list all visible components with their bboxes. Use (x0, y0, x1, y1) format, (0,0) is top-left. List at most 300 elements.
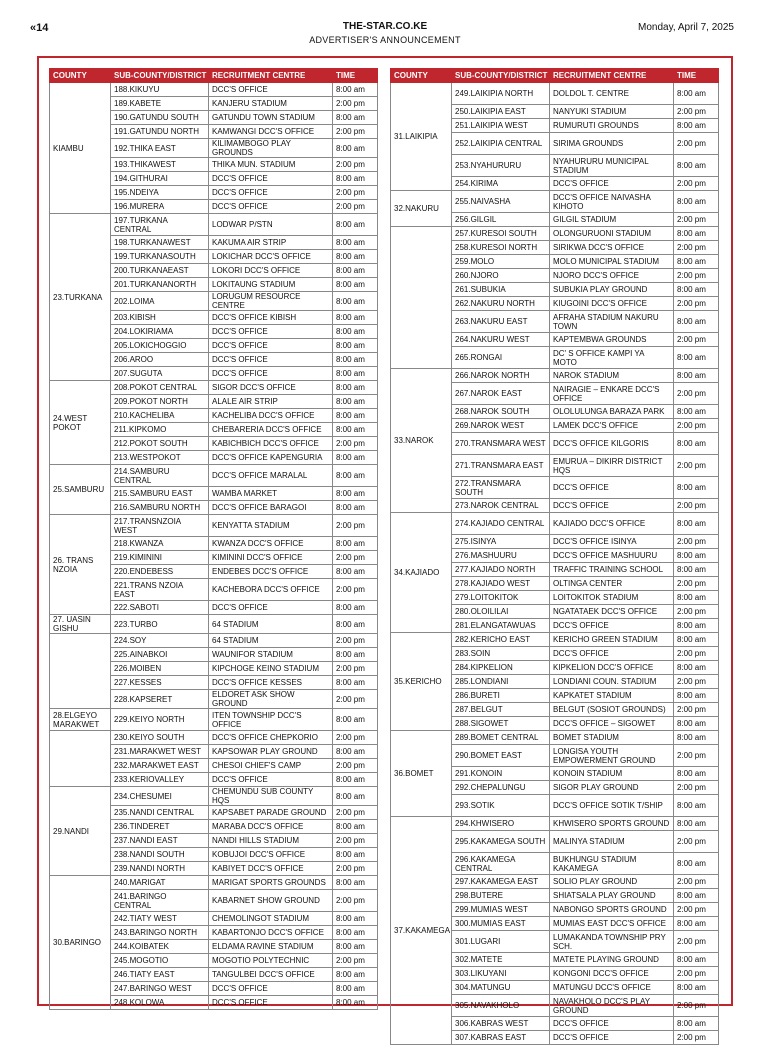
publication-name: THE-STAR.CO.KE (342, 21, 428, 32)
sub-county-cell: 190.GATUNDU SOUTH (111, 111, 209, 125)
sub-county-cell: 218.KWANZA (111, 537, 209, 551)
county-cell: 37.KAKAMEGA (391, 817, 452, 1045)
sub-county-cell: 247.BARINGO WEST (111, 982, 209, 996)
recruitment-centre-cell: DCC'S OFFICE (209, 982, 333, 996)
recruitment-centre-cell: NANYUKI STADIUM (550, 105, 674, 119)
recruitment-centre-cell: NGATATAEK DCC'S OFFICE (550, 605, 674, 619)
time-cell: 8:00 am (333, 292, 378, 311)
sub-county-cell: 283.SOIN (452, 647, 550, 661)
time-cell: 8:00 am (674, 717, 719, 731)
time-cell: 2:00 pm (333, 200, 378, 214)
sub-county-cell: 263.NAKURU EAST (452, 311, 550, 333)
sub-county-cell: 203.KIBISH (111, 311, 209, 325)
county-cell: 29.NANDI (50, 787, 111, 876)
issue-date: Monday, April 7, 2025 (638, 22, 734, 33)
time-cell: 2:00 pm (674, 995, 719, 1017)
recruitment-centre-cell: KAPSABET PARADE GROUND (209, 806, 333, 820)
time-cell: 2:00 pm (674, 213, 719, 227)
time-cell: 2:00 pm (333, 690, 378, 709)
time-cell: 2:00 pm (674, 419, 719, 433)
recruitment-centre-cell: NAIRAGIE – ENKARE DCC'S OFFICE (550, 383, 674, 405)
recruitment-table-left (49, 68, 378, 1010)
recruitment-centre-cell: SIGOR PLAY GROUND (550, 781, 674, 795)
time-cell: 2:00 pm (674, 745, 719, 767)
time-cell: 8:00 am (333, 968, 378, 982)
sub-county-cell: 215.SAMBURU EAST (111, 487, 209, 501)
sub-county-cell: 225.AINABKOI (111, 648, 209, 662)
recruitment-centre-cell: KAPTEMBWA GROUNDS (550, 333, 674, 347)
time-cell: 2:00 pm (674, 903, 719, 917)
recruitment-centre-cell: MOLO MUNICIPAL STADIUM (550, 255, 674, 269)
recruitment-centre-cell: SHIATSALA PLAY GROUND (550, 889, 674, 903)
time-cell: 8:00 am (674, 1017, 719, 1031)
recruitment-centre-cell: KAJIADO DCC'S OFFICE (550, 513, 674, 535)
recruitment-centre-cell: LOKICHAR DCC'S OFFICE (209, 250, 333, 264)
sub-county-cell: 239.NANDI NORTH (111, 862, 209, 876)
sub-county-cell: 289.BOMET CENTRAL (452, 731, 550, 745)
time-cell: 2:00 pm (674, 177, 719, 191)
sub-county-cell: 212.POKOT SOUTH (111, 437, 209, 451)
time-cell: 8:00 am (333, 423, 378, 437)
sub-county-cell: 195.NDEIYA (111, 186, 209, 200)
time-cell: 8:00 am (333, 773, 378, 787)
recruitment-centre-cell: DCC'S OFFICE KILGORIS (550, 433, 674, 455)
sub-county-cell: 306.KABRAS WEST (452, 1017, 550, 1031)
time-cell: 8:00 am (674, 311, 719, 333)
recruitment-centre-cell: KABARNET SHOW GROUND (209, 890, 333, 912)
sub-county-cell: 298.BUTERE (452, 889, 550, 903)
table-row (391, 191, 719, 213)
table-row (50, 709, 378, 731)
recruitment-centre-cell: DCC'S OFFICE (550, 619, 674, 633)
table-row (50, 634, 378, 648)
time-cell: 2:00 pm (674, 647, 719, 661)
sub-county-cell: 227.KESSES (111, 676, 209, 690)
recruitment-centre-cell: LAMEK DCC'S OFFICE (550, 419, 674, 433)
recruitment-centre-cell: DCC'S OFFICE (209, 367, 333, 381)
recruitment-centre-cell: DCC'S OFFICE (550, 499, 674, 513)
recruitment-centre-cell: DCC'S OFFICE (209, 186, 333, 200)
recruitment-centre-cell: KAPSOWAR PLAY GROUND (209, 745, 333, 759)
recruitment-centre-cell: KERICHO GREEN STADIUM (550, 633, 674, 647)
sub-county-cell: 243.BARINGO NORTH (111, 926, 209, 940)
table-row (50, 876, 378, 890)
time-cell: 8:00 am (333, 264, 378, 278)
recruitment-centre-cell: BELGUT (SOSIOT GROUNDS) (550, 703, 674, 717)
table-row (391, 369, 719, 383)
time-cell: 2:00 pm (674, 931, 719, 953)
sub-county-cell: 229.KEIYO NORTH (111, 709, 209, 731)
header-time: TIME (674, 69, 719, 83)
table-row (50, 83, 378, 97)
recruitment-centre-cell: TRAFFIC TRAINING SCHOOL (550, 563, 674, 577)
sub-county-cell: 198.TURKANAWEST (111, 236, 209, 250)
recruitment-centre-cell: ITEN TOWNSHIP DCC'S OFFICE (209, 709, 333, 731)
sub-county-cell: 294.KHWISERO (452, 817, 550, 831)
recruitment-centre-cell: MOGOTIO POLYTECHNIC (209, 954, 333, 968)
sub-county-cell: 237.NANDI EAST (111, 834, 209, 848)
recruitment-centre-cell: DCC'S OFFICE (209, 601, 333, 615)
time-cell: 8:00 am (674, 369, 719, 383)
sub-county-cell: 302.MATETE (452, 953, 550, 967)
time-cell: 8:00 am (333, 876, 378, 890)
sub-county-cell: 217.TRANSNZOIA WEST (111, 515, 209, 537)
recruitment-centre-cell: SIRIMA GROUNDS (550, 133, 674, 155)
sub-county-cell: 287.BELGUT (452, 703, 550, 717)
recruitment-centre-cell: WAUNIFOR STADIUM (209, 648, 333, 662)
recruitment-centre-cell: KWANZA DCC'S OFFICE (209, 537, 333, 551)
recruitment-centre-cell: DCC'S OFFICE (209, 83, 333, 97)
time-cell: 8:00 am (333, 353, 378, 367)
time-cell: 8:00 am (674, 155, 719, 177)
recruitment-centre-cell: DCC'S OFFICE – SIGOWET (550, 717, 674, 731)
recruitment-centre-cell: LOITOKITOK STADIUM (550, 591, 674, 605)
sub-county-cell: 295.KAKAMEGA SOUTH (452, 831, 550, 853)
time-cell: 8:00 am (674, 795, 719, 817)
time-cell: 8:00 am (333, 745, 378, 759)
county-cell: 35.KERICHO (391, 633, 452, 731)
recruitment-centre-cell: 64 STADIUM (209, 615, 333, 634)
recruitment-centre-cell: KONOIN STADIUM (550, 767, 674, 781)
sub-county-cell: 269.NAROK WEST (452, 419, 550, 433)
recruitment-centre-cell: DOLDOL T. CENTRE (550, 83, 674, 105)
sub-county-cell: 279.LOITOKITOK (452, 591, 550, 605)
recruitment-centre-cell: KILIMAMBOGO PLAY GROUNDS (209, 139, 333, 158)
sub-county-cell: 244.KOIBATEK (111, 940, 209, 954)
time-cell: 2:00 pm (333, 662, 378, 676)
sub-county-cell: 188.KIKUYU (111, 83, 209, 97)
header-recruitment-centre: RECRUITMENT CENTRE (209, 69, 333, 83)
recruitment-centre-cell: KONGONI DCC'S OFFICE (550, 967, 674, 981)
sub-county-cell: 285.LONDIANI (452, 675, 550, 689)
sub-county-cell: 251.LAIKIPIA WEST (452, 119, 550, 133)
time-cell: 8:00 am (333, 709, 378, 731)
recruitment-centre-cell: ELDORET ASK SHOW GROUND (209, 690, 333, 709)
recruitment-centre-cell: KABIYET DCC'S OFFICE (209, 862, 333, 876)
sub-county-cell: 262.NAKURU NORTH (452, 297, 550, 311)
recruitment-centre-cell: KOBUJOI DCC'S OFFICE (209, 848, 333, 862)
time-cell: 8:00 am (333, 339, 378, 353)
time-cell: 8:00 am (333, 395, 378, 409)
county-cell: 36.BOMET (391, 731, 452, 817)
sub-county-cell: 189.KABETE (111, 97, 209, 111)
sub-county-cell: 297.KAKAMEGA EAST (452, 875, 550, 889)
sub-county-cell: 245.MOGOTIO (111, 954, 209, 968)
sub-county-cell: 253.NYAHURURU (452, 155, 550, 177)
recruitment-centre-cell: DCC'S OFFICE (209, 996, 333, 1010)
time-cell: 8:00 am (674, 119, 719, 133)
sub-county-cell: 261.SUBUKIA (452, 283, 550, 297)
time-cell: 8:00 am (333, 940, 378, 954)
sub-county-cell: 220.ENDEBESS (111, 565, 209, 579)
sub-county-cell: 201.TURKANANORTH (111, 278, 209, 292)
sub-county-cell: 222.SABOTI (111, 601, 209, 615)
sub-county-cell: 211.KIPKOMO (111, 423, 209, 437)
sub-county-cell: 234.CHESUMEI (111, 787, 209, 806)
recruitment-centre-cell: NABONGO SPORTS GROUND (550, 903, 674, 917)
sub-county-cell: 209.POKOT NORTH (111, 395, 209, 409)
sub-county-cell: 204.LOKIRIAMA (111, 325, 209, 339)
time-cell: 8:00 am (674, 513, 719, 535)
sub-county-cell: 205.LOKICHOGGIO (111, 339, 209, 353)
time-cell: 8:00 am (333, 926, 378, 940)
time-cell: 2:00 pm (674, 605, 719, 619)
recruitment-centre-cell: KAPKATET STADIUM (550, 689, 674, 703)
table-row (391, 731, 719, 745)
sub-county-cell: 275.ISINYA (452, 535, 550, 549)
county-cell: 31.LAIKIPIA (391, 83, 452, 191)
time-cell: 8:00 am (674, 731, 719, 745)
time-cell: 8:00 am (333, 381, 378, 395)
recruitment-centre-cell: CHEMOLINGOT STADIUM (209, 912, 333, 926)
recruitment-centre-cell: BUKHUNGU STADIUM KAKAMEGA (550, 853, 674, 875)
table-row (50, 515, 378, 537)
sub-county-cell: 257.KURESOI SOUTH (452, 227, 550, 241)
time-cell: 2:00 pm (674, 269, 719, 283)
header-county: COUNTY (50, 69, 111, 83)
recruitment-centre-cell: DCC'S OFFICE (209, 325, 333, 339)
time-cell: 8:00 am (333, 501, 378, 515)
recruitment-centre-cell: DCC'S OFFICE MARALAL (209, 465, 333, 487)
recruitment-centre-cell: DCC'S OFFICE (550, 647, 674, 661)
sub-county-cell: 256.GILGIL (452, 213, 550, 227)
time-cell: 8:00 am (333, 787, 378, 806)
recruitment-centre-cell: MALINYA STADIUM (550, 831, 674, 853)
time-cell: 2:00 pm (674, 967, 719, 981)
sub-county-cell: 236.TINDERET (111, 820, 209, 834)
recruitment-centre-cell: DCC'S OFFICE SOTIK T/SHIP (550, 795, 674, 817)
recruitment-centre-cell: ALALE AIR STRIP (209, 395, 333, 409)
header-sub-county: SUB-COUNTY/DISTRICT (111, 69, 209, 83)
sub-county-cell: 208.POKOT CENTRAL (111, 381, 209, 395)
sub-county-cell: 230.KEIYO SOUTH (111, 731, 209, 745)
sub-county-cell: 260.NJORO (452, 269, 550, 283)
time-cell: 8:00 am (674, 661, 719, 675)
sub-county-cell: 274.KAJIADO CENTRAL (452, 513, 550, 535)
time-cell: 8:00 am (333, 565, 378, 579)
sub-county-cell: 268.NAROK SOUTH (452, 405, 550, 419)
county-cell: 27. UASIN GISHU (50, 615, 111, 634)
county-cell: 34.KAJIADO (391, 513, 452, 633)
table-row (50, 731, 378, 745)
time-cell: 8:00 am (333, 278, 378, 292)
sub-county-cell: 219.KIMININI (111, 551, 209, 565)
recruitment-centre-cell: KIMININI DCC'S OFFICE (209, 551, 333, 565)
time-cell: 2:00 pm (674, 383, 719, 405)
sub-county-cell: 267.NAROK EAST (452, 383, 550, 405)
header-county: COUNTY (391, 69, 452, 83)
recruitment-centre-cell: NAVAKHOLO DCC'S PLAY GROUND (550, 995, 674, 1017)
sub-county-cell: 296.KAKAMEGA CENTRAL (452, 853, 550, 875)
time-cell: 8:00 am (674, 689, 719, 703)
sub-county-cell: 250.LAIKIPIA EAST (452, 105, 550, 119)
time-cell: 2:00 pm (333, 634, 378, 648)
time-cell: 8:00 am (333, 214, 378, 236)
time-cell: 8:00 am (674, 917, 719, 931)
time-cell: 2:00 pm (674, 499, 719, 513)
county-cell: 24.WEST POKOT (50, 381, 111, 465)
table-row (50, 465, 378, 487)
recruitment-centre-cell: KABARTONJO DCC'S OFFICE (209, 926, 333, 940)
sub-county-cell: 288.SIGOWET (452, 717, 550, 731)
time-cell: 8:00 am (333, 250, 378, 264)
time-cell: 8:00 am (333, 676, 378, 690)
recruitment-centre-cell: OLOLULUNGA BARAZA PARK (550, 405, 674, 419)
recruitment-centre-cell: MARIGAT SPORTS GROUNDS (209, 876, 333, 890)
sub-county-cell: 290.BOMET EAST (452, 745, 550, 767)
time-cell: 2:00 pm (333, 954, 378, 968)
sub-county-cell: 265.RONGAI (452, 347, 550, 369)
time-cell: 2:00 pm (333, 862, 378, 876)
table-row (391, 513, 719, 535)
sub-county-cell: 202.LOIMA (111, 292, 209, 311)
sub-county-cell: 299.MUMIAS WEST (452, 903, 550, 917)
time-cell: 8:00 am (333, 311, 378, 325)
time-cell: 8:00 am (333, 820, 378, 834)
time-cell: 8:00 am (674, 191, 719, 213)
sub-county-cell: 216.SAMBURU NORTH (111, 501, 209, 515)
recruitment-centre-cell: SIGOR DCC'S OFFICE (209, 381, 333, 395)
sub-county-cell: 233.KERIOVALLEY (111, 773, 209, 787)
recruitment-centre-cell: KHWISERO SPORTS GROUND (550, 817, 674, 831)
recruitment-centre-cell: EMURUA – DIKIRR DISTRICT HQS (550, 455, 674, 477)
county-cell: 28.ELGEYO MARAKWET (50, 709, 111, 731)
recruitment-centre-cell: ENDEBES DCC'S OFFICE (209, 565, 333, 579)
time-cell: 8:00 am (333, 172, 378, 186)
recruitment-centre-cell: GILGIL STADIUM (550, 213, 674, 227)
time-cell: 2:00 pm (333, 759, 378, 773)
table-header-row (50, 69, 378, 83)
sub-county-cell: 228.KAPSERET (111, 690, 209, 709)
sub-county-cell: 258.KURESOI NORTH (452, 241, 550, 255)
recruitment-centre-cell: DCC'S OFFICE (209, 172, 333, 186)
county-cell: KIAMBU (50, 83, 111, 214)
sub-county-cell: 292.CHEPALUNGU (452, 781, 550, 795)
sub-county-cell: 249.LAIKIPIA NORTH (452, 83, 550, 105)
sub-county-cell: 281.ELANGATAWUAS (452, 619, 550, 633)
time-cell: 8:00 am (333, 615, 378, 634)
time-cell: 8:00 am (333, 325, 378, 339)
recruitment-table-right (390, 68, 719, 1045)
county-cell: 26. TRANS NZOIA (50, 515, 111, 615)
recruitment-centre-cell: KENYATTA STADIUM (209, 515, 333, 537)
sub-county-cell: 277.KAJIADO NORTH (452, 563, 550, 577)
sub-county-cell: 199.TURKANASOUTH (111, 250, 209, 264)
sub-county-cell: 286.BURETI (452, 689, 550, 703)
recruitment-centre-cell: LORUGUM RESOURCE CENTRE (209, 292, 333, 311)
time-cell: 8:00 am (674, 889, 719, 903)
recruitment-centre-cell: NANDI HILLS STADIUM (209, 834, 333, 848)
time-cell: 8:00 am (333, 367, 378, 381)
sub-county-cell: 226.MOIBEN (111, 662, 209, 676)
time-cell: 8:00 am (674, 953, 719, 967)
time-cell: 8:00 am (333, 487, 378, 501)
recruitment-centre-cell: ELDAMA RAVINE STADIUM (209, 940, 333, 954)
sub-county-cell: 231.MARAKWET WEST (111, 745, 209, 759)
recruitment-centre-cell: OLONGURUONI STADIUM (550, 227, 674, 241)
recruitment-centre-cell: CHEBARERIA DCC'S OFFICE (209, 423, 333, 437)
time-cell: 2:00 pm (333, 515, 378, 537)
county-cell (50, 731, 111, 787)
sub-county-cell: 303.LIKUYANI (452, 967, 550, 981)
recruitment-centre-cell: DCC'S OFFICE NAIVASHA KIHOTO (550, 191, 674, 213)
sub-county-cell: 193.THIKAWEST (111, 158, 209, 172)
time-cell: 8:00 am (674, 227, 719, 241)
time-cell: 2:00 pm (674, 241, 719, 255)
time-cell: 8:00 am (333, 409, 378, 423)
header-time: TIME (333, 69, 378, 83)
sub-county-cell: 248.KOLOWA (111, 996, 209, 1010)
time-cell: 2:00 pm (674, 831, 719, 853)
time-cell: 2:00 pm (674, 333, 719, 347)
time-cell: 8:00 am (674, 817, 719, 831)
time-cell: 2:00 pm (333, 731, 378, 745)
recruitment-centre-cell: SUBUKIA PLAY GROUND (550, 283, 674, 297)
table-row (50, 381, 378, 395)
time-cell: 8:00 am (333, 996, 378, 1010)
recruitment-centre-cell: KAKUMA AIR STRIP (209, 236, 333, 250)
sub-county-cell: 241.BARINGO CENTRAL (111, 890, 209, 912)
county-cell: 23.TURKANA (50, 214, 111, 381)
recruitment-centre-cell: LOKITAUNG STADIUM (209, 278, 333, 292)
time-cell: 8:00 am (333, 465, 378, 487)
recruitment-centre-cell: DCC'S OFFICE ISINYA (550, 535, 674, 549)
sub-county-cell: 240.MARIGAT (111, 876, 209, 890)
sub-county-cell: 272.TRANSMARA SOUTH (452, 477, 550, 499)
time-cell: 8:00 am (333, 83, 378, 97)
time-cell: 8:00 am (674, 981, 719, 995)
recruitment-centre-cell: LONDIANI COUN. STADIUM (550, 675, 674, 689)
recruitment-centre-cell: CHEMUNDU SUB COUNTY HQS (209, 787, 333, 806)
recruitment-centre-cell: MUMIAS EAST DCC'S OFFICE (550, 917, 674, 931)
sub-county-cell: 305.NAVAKHOLO (452, 995, 550, 1017)
recruitment-centre-cell: KIUGOINI DCC'S OFFICE (550, 297, 674, 311)
recruitment-centre-cell: BOMET STADIUM (550, 731, 674, 745)
recruitment-centre-cell: DCC'S OFFICE (550, 477, 674, 499)
sub-county-cell: 224.SOY (111, 634, 209, 648)
sub-county-cell: 192.THIKA EAST (111, 139, 209, 158)
sub-county-cell: 282.KERICHO EAST (452, 633, 550, 647)
time-cell: 8:00 am (333, 111, 378, 125)
sub-county-cell: 221.TRANS NZOIA EAST (111, 579, 209, 601)
recruitment-centre-cell: MATUNGU DCC'S OFFICE (550, 981, 674, 995)
sub-county-cell: 206.AROO (111, 353, 209, 367)
table-row (391, 227, 719, 241)
sub-county-cell: 293.SOTIK (452, 795, 550, 817)
sub-county-cell: 242.TIATY WEST (111, 912, 209, 926)
time-cell: 8:00 am (674, 83, 719, 105)
sub-county-cell: 307.KABRAS EAST (452, 1031, 550, 1045)
time-cell: 2:00 pm (674, 1031, 719, 1045)
time-cell: 8:00 am (333, 601, 378, 615)
sub-county-cell: 246.TIATY EAST (111, 968, 209, 982)
table-header-row (391, 69, 719, 83)
sub-county-cell: 200.TURKANAEAST (111, 264, 209, 278)
sub-county-cell: 270.TRANSMARA WEST (452, 433, 550, 455)
time-cell: 2:00 pm (674, 577, 719, 591)
sub-county-cell: 276.MASHUURU (452, 549, 550, 563)
recruitment-centre-cell: KANJERU STADIUM (209, 97, 333, 111)
recruitment-centre-cell: DCC'S OFFICE BARAGOI (209, 501, 333, 515)
time-cell: 8:00 am (674, 619, 719, 633)
time-cell: 8:00 am (674, 255, 719, 269)
table-row (391, 817, 719, 831)
sub-county-cell: 207.SUGUTA (111, 367, 209, 381)
sub-county-cell: 266.NAROK NORTH (452, 369, 550, 383)
sub-county-cell: 254.KIRIMA (452, 177, 550, 191)
time-cell: 2:00 pm (674, 455, 719, 477)
sub-county-cell: 264.NAKURU WEST (452, 333, 550, 347)
